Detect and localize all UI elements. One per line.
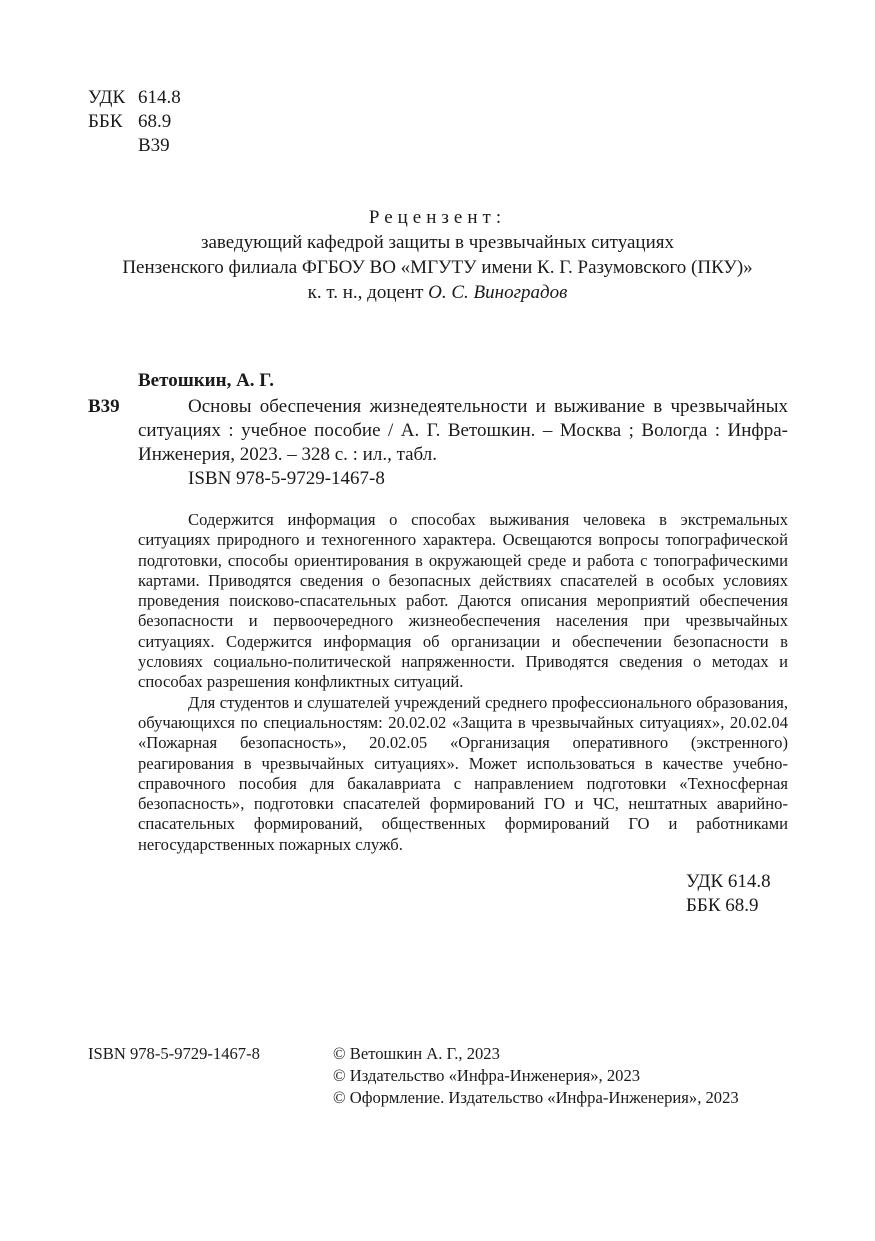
author-mark: В39 xyxy=(138,135,170,156)
reviewer-block xyxy=(60,205,815,305)
copyright-publisher: © Издательство «Инфра-Инженерия», 2023 xyxy=(333,1066,641,1085)
bbk-value: 68.9 xyxy=(138,111,172,132)
bbk-bottom: ББК 68.9 xyxy=(686,895,759,916)
annotation-paragraph-2: Для студентов и слушателей учреждений среднего профессионального образования, обучающихся по специальностям: 20.02.02 «Защита в чрезвычайных ситуациях», 20.02.04 «Пожарная безопасность», 20.02.05 «Организация оперативного (экстренного) реагирования в чрезвычайных ситуациях». Может использоваться в качестве учебно-справочного пособия для бакалавриата с направлением подготовки «Техносферная безопасность», подготовки спасателей формирований ГО и ЧС, нештатных аварийно-спасательных формирований, общественных формирований ГО и работниками негосударственных пожарных служб. xyxy=(138,692,788,854)
reviewer-name: О. С. Виноградов xyxy=(428,282,568,303)
annotation xyxy=(138,510,788,855)
footer-isbn: ISBN 978-5-9729-1467-8 xyxy=(88,1044,260,1063)
annotation-paragraph-1: Содержится информация о способах выживания человека в экстремальных ситуациях природного и техногенного характера. Освещаются вопросы топографической подготовки, способы ориентирования в окружающей среде и работа с топографическими картами. Приводятся сведения о безопасных действиях спасателей в особых условиях проведения поисково-спасательных работ. Даются описания мероприятий обеспечения безопасности и первоочередного жизнеобеспечения населения при чрезвычайных ситуациях. Содержится информация об организации и обеспечении безопасности в условиях социально-политической напряженности. Приводятся сведения о методах и способах разрешения конфликтных ситуаций. xyxy=(138,510,788,692)
reviewer-degree: к. т. н., доцент xyxy=(307,282,429,303)
reviewer-credentials xyxy=(60,280,815,305)
classification-top xyxy=(88,86,181,158)
bibliographic-entry xyxy=(88,369,788,491)
udk-row xyxy=(88,86,181,110)
entry-code: В39 xyxy=(88,396,120,417)
reviewer-affiliation: Пензенского филиала ФГБОУ ВО «МГУТУ имени К. Г. Разумовского (ПКУ)» xyxy=(122,257,753,278)
copyright-design: © Оформление. Издательство «Инфра-Инженерия», 2023 xyxy=(333,1088,739,1107)
reviewer-position: заведующий кафедрой защиты в чрезвычайных ситуациях xyxy=(200,232,674,253)
udk-bottom: УДК 614.8 xyxy=(686,871,771,892)
bbk-label: ББК xyxy=(88,111,123,132)
classification-bottom xyxy=(686,870,771,918)
author-heading: Ветошкин, А. Г. xyxy=(138,370,274,391)
udk-value: 614.8 xyxy=(138,87,181,108)
copyright-block xyxy=(333,1043,739,1109)
copyright-author: © Ветошкин А. Г., 2023 xyxy=(333,1044,500,1063)
entry-description: Основы обеспечения жизнедеятельности и выживание в чрезвычайных ситуациях : учебное пособие / А. Г. Ветошкин. – Москва ; Вологда : Инфра-Инженерия, 2023. – 328 с. : ил., табл. xyxy=(138,396,788,465)
reviewer-title: Рецензент: xyxy=(368,207,507,228)
udk-label: УДК xyxy=(88,87,126,108)
entry-body xyxy=(88,395,788,467)
entry-isbn: ISBN 978-5-9729-1467-8 xyxy=(188,468,385,489)
bbk-row xyxy=(88,110,181,134)
